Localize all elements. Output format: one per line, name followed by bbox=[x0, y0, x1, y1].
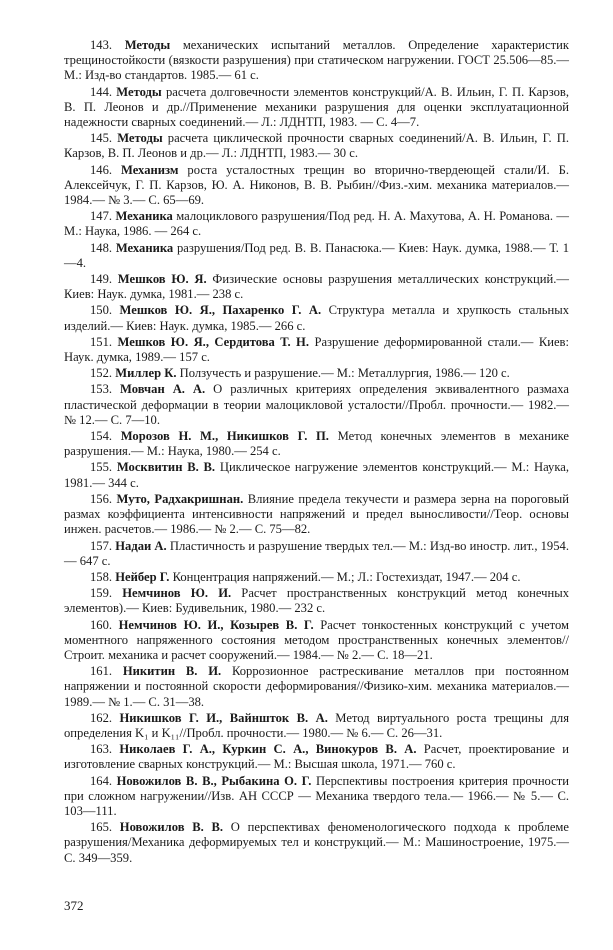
reference-number: 156. bbox=[90, 491, 113, 506]
reference-entry bbox=[64, 241, 569, 271]
reference-author: Никишков Г. И., Вайншток В. А. bbox=[119, 710, 328, 725]
reference-text: разрушения/Под ред. В. В. Панасюка.— Киев: Наук. думка, 1988.— Т. 1—4. bbox=[64, 240, 569, 270]
reference-number: 161. bbox=[90, 664, 113, 679]
reference-number: 164. bbox=[90, 773, 113, 788]
reference-entry bbox=[64, 272, 569, 302]
reference-author: Механика bbox=[115, 209, 173, 224]
reference-text: Структура металла и хрупкость стальных изделий.— Киев: Наук. думка, 1985.— 266 с. bbox=[64, 303, 569, 333]
reference-text: Расчет, проектирование и изготовление сварных конструкций.— М.: Высшая школа, 1971.— 760 с. bbox=[64, 742, 569, 772]
reference-number: 151. bbox=[90, 334, 113, 349]
reference-text: Влияние предела текучести и размера зерна на пороговый размах коэффициента интенсивности напряжений и предел выносливости//Теор. основы инжен. расчетов.— 1986.— № 2.— С. 75—82. bbox=[64, 491, 569, 537]
reference-text: Разрушение деформированной стали.— Киев: Наук. думка, 1989.— 157 с. bbox=[64, 334, 569, 365]
reference-text: Расчет пространственных конструкций метод конечных элементов).— Киев: Будивельник, 1980.— 232 с. bbox=[64, 586, 569, 616]
reference-author: Механизм bbox=[121, 162, 179, 177]
reference-text: Метод виртуального роста трещины для определения K₁ и K₁₁//Пробл. прочности.— 1980.— № 6.— С. 26—31. bbox=[64, 710, 569, 740]
reference-number: 148. bbox=[90, 240, 113, 255]
reference-text: Метод конечных элементов в механике разрушения.— М.: Наука, 1980.— 254 с. bbox=[64, 429, 570, 459]
reference-number: 158. bbox=[90, 569, 113, 584]
reference-entry bbox=[64, 586, 569, 616]
reference-entry bbox=[64, 209, 569, 239]
reference-author: Николаев Г. А., Куркин С. А., Винокуров В. А. bbox=[119, 742, 417, 757]
reference-text: Пластичность и разрушение твердых тел.— М.: Изд-во иностр. лит., 1954.— 647 с. bbox=[64, 538, 569, 568]
reference-entry bbox=[64, 85, 569, 131]
reference-number: 163. bbox=[90, 742, 113, 757]
reference-author: Методы bbox=[116, 84, 162, 99]
reference-entry bbox=[64, 492, 569, 538]
reference-entry bbox=[64, 303, 569, 333]
reference-entry bbox=[64, 711, 569, 741]
reference-number: 147. bbox=[90, 209, 113, 224]
reference-entry bbox=[64, 570, 569, 585]
reference-author: Немчинов Ю. И. bbox=[122, 586, 232, 601]
reference-number: 160. bbox=[90, 617, 113, 632]
reference-entry bbox=[64, 618, 569, 664]
reference-author: Немчинов Ю. И., Козырев В. Г. bbox=[118, 617, 314, 632]
reference-author: Москвитин В. В. bbox=[116, 460, 216, 475]
reference-author: Мешков Ю. Я. bbox=[117, 272, 207, 287]
reference-text: О перспективах феноменологического подхода к проблеме разрушения/Механика деформируемых тел и конструкций.— М.: Машиностроение, 1975.— С. 349—359. bbox=[64, 820, 569, 865]
reference-number: 146. bbox=[90, 162, 113, 177]
reference-author: Нейбер Г. bbox=[115, 569, 170, 584]
reference-entry bbox=[64, 460, 569, 490]
reference-author: Механика bbox=[115, 240, 174, 255]
reference-number: 154. bbox=[90, 429, 113, 444]
reference-text: расчета долговечности элементов конструкций/А. В. Ильин, Г. П. Карзов, В. П. Леонов и др.//Применение механики разрушения для оценки эксплуатационной надежности сварных соединений.— Л.: ЛДНТП, 1983. — С. 4—7. bbox=[64, 84, 569, 130]
reference-number: 149. bbox=[90, 272, 113, 287]
reference-entry bbox=[64, 382, 569, 428]
reference-author: Надаи А. bbox=[115, 538, 167, 553]
reference-number: 150. bbox=[90, 303, 113, 318]
reference-text: механических испытаний металлов. Определение характеристик трещиностойкости (вязкости разрушения) при статическом нагружении. ГОСТ 25.506—85.— М.: Изд-во стандартов. 1985.— 61 с. bbox=[64, 38, 569, 83]
reference-entry bbox=[64, 820, 569, 866]
reference-number: 162. bbox=[90, 710, 113, 725]
reference-author: Новожилов В. В., Рыбакина О. Г. bbox=[116, 773, 312, 788]
reference-number: 157. bbox=[90, 538, 113, 553]
reference-entry bbox=[64, 429, 569, 459]
reference-author: Методы bbox=[117, 131, 163, 146]
reference-author: Муто, Радхакришнан. bbox=[116, 491, 244, 506]
reference-list bbox=[64, 38, 569, 867]
reference-author: Методы bbox=[124, 38, 171, 52]
reference-author: Морозов Н. М., Никишков Г. П. bbox=[120, 429, 329, 444]
reference-entry bbox=[64, 664, 569, 710]
reference-text: роста усталостных трещин во вторично-твердеющей стали/И. Б. Алексейчук, Г. П. Карзов, Ю. А. Никонов, В. В. Рыбин//Физ.-хим. механика материалов.—1984.— № 3.— С. 65—69. bbox=[64, 162, 569, 208]
reference-text: Ползучесть и разрушение.— М.: Металлургия, 1986.— 120 с. bbox=[176, 366, 510, 381]
reference-author: Мешков Ю. Я., Сердитова Т. Н. bbox=[117, 334, 309, 349]
reference-number: 159. bbox=[90, 586, 113, 601]
reference-number: 145. bbox=[90, 131, 113, 146]
reference-entry bbox=[64, 335, 569, 365]
reference-author: Никитин В. И. bbox=[122, 664, 222, 679]
reference-text: расчета циклической прочности сварных соединений/А. В. Ильин, Г. П. Карзов, В. П. Леонов и др.— Л.: ЛДНТП, 1983.— 30 с. bbox=[64, 131, 569, 161]
reference-entry bbox=[64, 163, 569, 209]
reference-number: 143. bbox=[90, 38, 113, 52]
reference-text: О различных критериях определения эквивалентного размаха пластической деформации в теории малоцикловой усталости//Пробл. прочности.— 1982.— № 12.— С. 7—10. bbox=[64, 382, 569, 427]
reference-number: 155. bbox=[90, 460, 113, 475]
reference-author: Мешков Ю. Я., Пахаренко Г. А. bbox=[119, 303, 322, 318]
page-number: 372 bbox=[64, 898, 84, 913]
reference-entry bbox=[64, 539, 569, 569]
reference-number: 165. bbox=[90, 820, 113, 835]
reference-entry bbox=[64, 38, 569, 84]
reference-text: малоциклового разрушения/Под ред. Н. А. Махутова, А. Н. Романова. — М.: Наука, 1986. — 264 с. bbox=[64, 209, 569, 239]
reference-text: Перспективы построения критерия прочности при сложном нагружении//Изв. АН СССР — Механика твердого тела.— 1966.— № 5.— С. 103—111. bbox=[64, 773, 570, 818]
reference-text: Концентрация напряжений.— М.; Л.: Гостехиздат, 1947.— 204 с. bbox=[169, 569, 521, 584]
reference-entry bbox=[64, 742, 569, 772]
reference-author: Мовчан А. А. bbox=[120, 382, 206, 397]
reference-author: Новожилов В. В. bbox=[119, 820, 224, 835]
reference-entry bbox=[64, 774, 569, 820]
reference-number: 153. bbox=[90, 382, 113, 397]
reference-number: 152. bbox=[90, 366, 113, 381]
reference-text: Физические основы разрушения металлических конструкций.— Киев: Наук. думка, 1981.— 238 с. bbox=[64, 272, 570, 302]
reference-entry bbox=[64, 131, 569, 161]
reference-text: Расчет тонкостенных конструкций с учетом моментного напряженного состояния методом пространственных конечных элементов//Строит. механика и расчет сооружений.— 1984.— № 2.— С. 18—21. bbox=[64, 617, 569, 662]
reference-text: Коррозионное растрескивание металлов при постоянном напряжении и постоянной скорости деформирования//Физико-хим. механика материалов.—1989.— № 1.— С. 31—38. bbox=[64, 664, 569, 709]
reference-entry bbox=[64, 366, 569, 381]
reference-text: Циклическое нагружение элементов конструкций.— М.: Наука, 1981.— 344 с. bbox=[64, 460, 570, 490]
reference-author: Миллер К. bbox=[115, 366, 177, 381]
reference-number: 144. bbox=[90, 84, 113, 99]
